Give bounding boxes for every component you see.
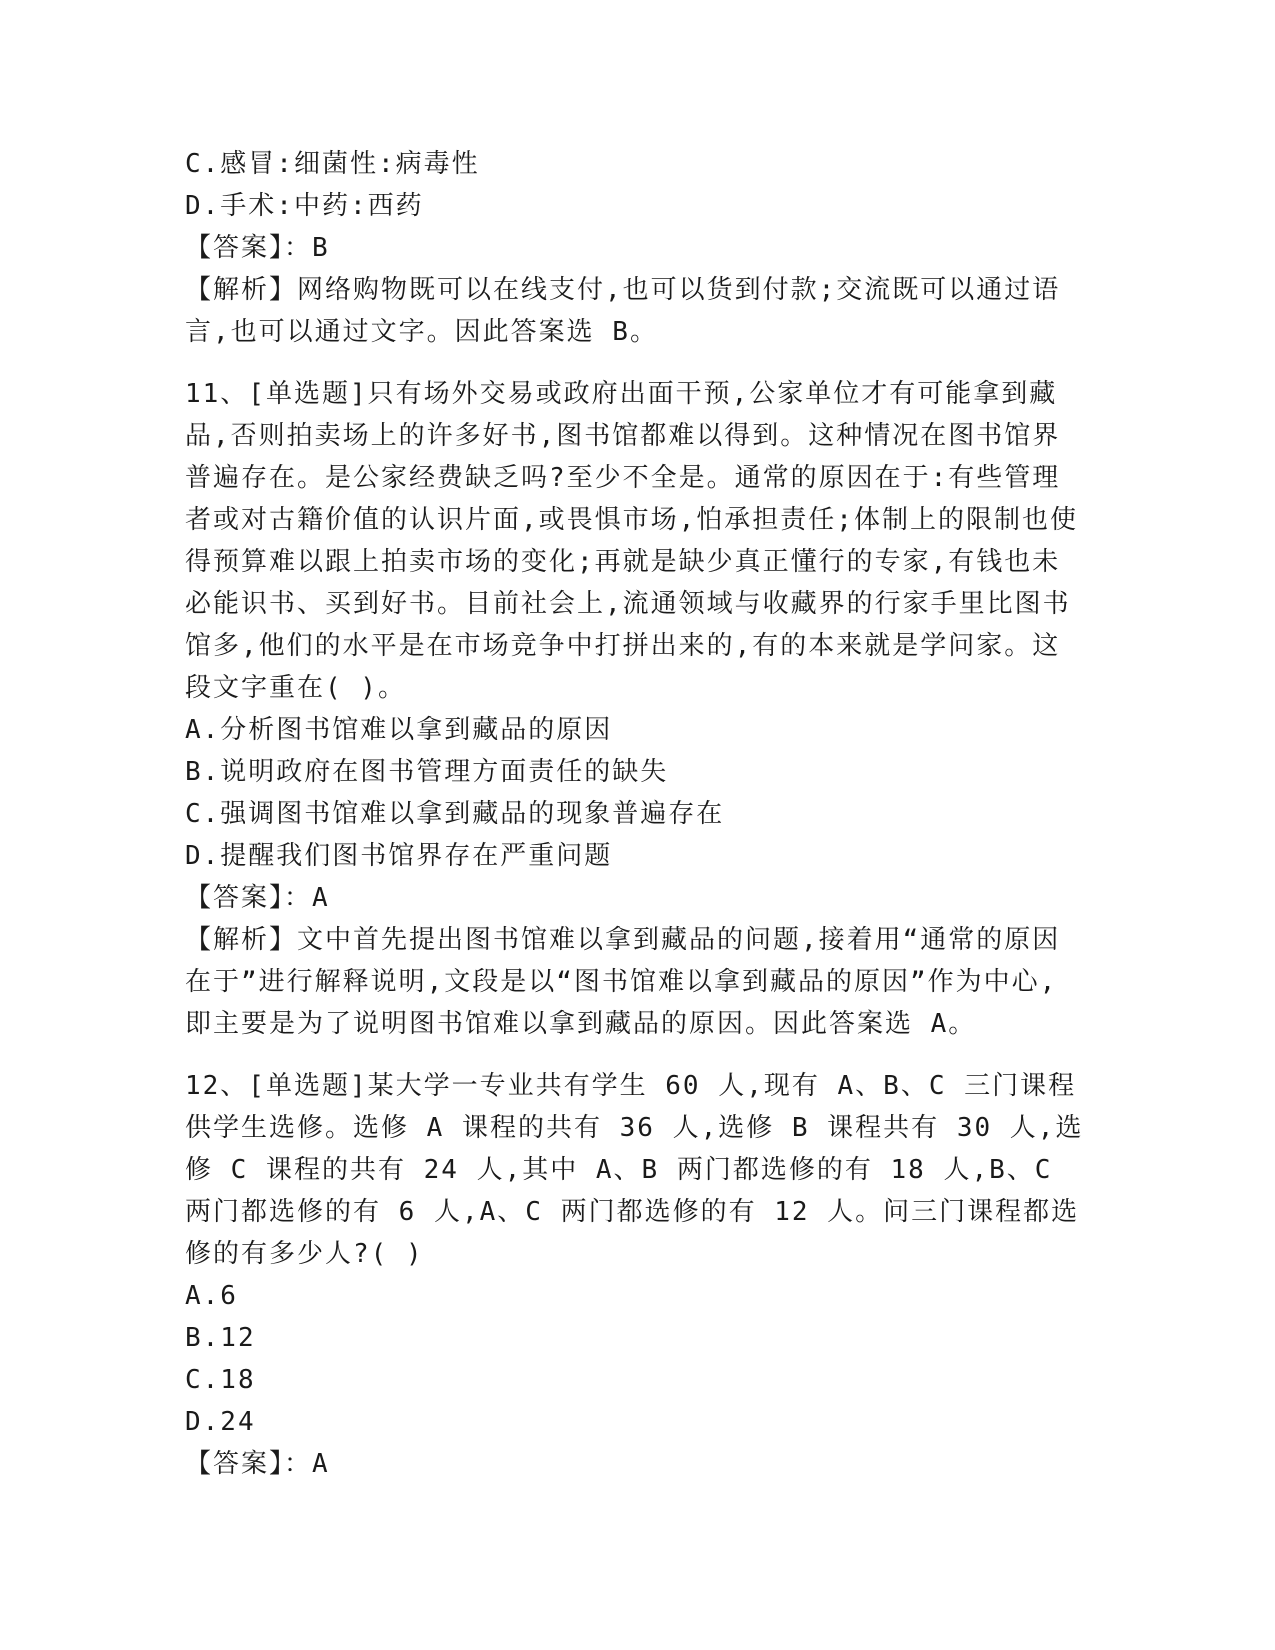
option-d: D.手术:中药:西药	[185, 191, 424, 221]
question-12-option-a: A.6	[185, 1281, 238, 1311]
analysis: 【解析】网络购物既可以在线支付,也可以货到付款;交流既可以通过语言,也可以通过文字。因此答案选 B。	[185, 275, 1061, 347]
answer: 【答案】：B	[185, 233, 330, 263]
question-12-option-b: B.12	[185, 1323, 256, 1353]
question-11-answer: 【答案】：A	[185, 883, 330, 913]
question-12-stem: 12、[单选题]某大学一专业共有学生 60 人,现有 A、B、C 三门课程供学生选修。选修 A 课程的共有 36 人,选修 B 课程共有 30 人,选修 C 课程的共有 24 人,其中 A、B 两门都选修的有 18 人,B、C 两门都选修的有 6 人,A、C 两门都选修的有 12 人。问三门课程都选修的有多少人?( )	[185, 1071, 1084, 1269]
question-11-option-c: C.强调图书馆难以拿到藏品的现象普遍存在	[185, 799, 725, 829]
question-11-analysis: 【解析】文中首先提出图书馆难以拿到藏品的问题,接着用“通常的原因在于”进行解释说明,文段是以“图书馆难以拿到藏品的原因”作为中心,即主要是为了说明图书馆难以拿到藏品的原因。因此答案选 A。	[185, 925, 1061, 1039]
question-12-answer: 【答案】：A	[185, 1449, 330, 1479]
question-11-option-b: B.说明政府在图书管理方面责任的缺失	[185, 757, 669, 787]
option-c: C.感冒:细菌性:病毒性	[185, 149, 480, 179]
question-11-option-a: A.分析图书馆难以拿到藏品的原因	[185, 715, 613, 745]
question-12-option-d: D.24	[185, 1407, 256, 1437]
question-12-option-c: C.18	[185, 1365, 256, 1395]
document-content	[185, 143, 1085, 1485]
question-11-stem: 11、[单选题]只有场外交易或政府出面干预,公家单位才有可能拿到藏品,否则拍卖场上的许多好书,图书馆都难以得到。这种情况在图书馆界普遍存在。是公家经费缺乏吗?至少不全是。通常的原因在于:有些管理者或对古籍价值的认识片面,或畏惧市场,怕承担责任;体制上的限制也使得预算难以跟上拍卖市场的变化;再就是缺少真正懂行的专家,有钱也未必能识书、买到好书。目前社会上,流通领域与收藏界的行家手里比图书馆多,他们的水平是在市场竞争中打拼出来的,有的本来就是学问家。这段文字重在( )。	[185, 379, 1078, 703]
question-11-option-d: D.提醒我们图书馆界存在严重问题	[185, 841, 613, 871]
spacer	[185, 1045, 1085, 1065]
spacer	[185, 353, 1085, 373]
